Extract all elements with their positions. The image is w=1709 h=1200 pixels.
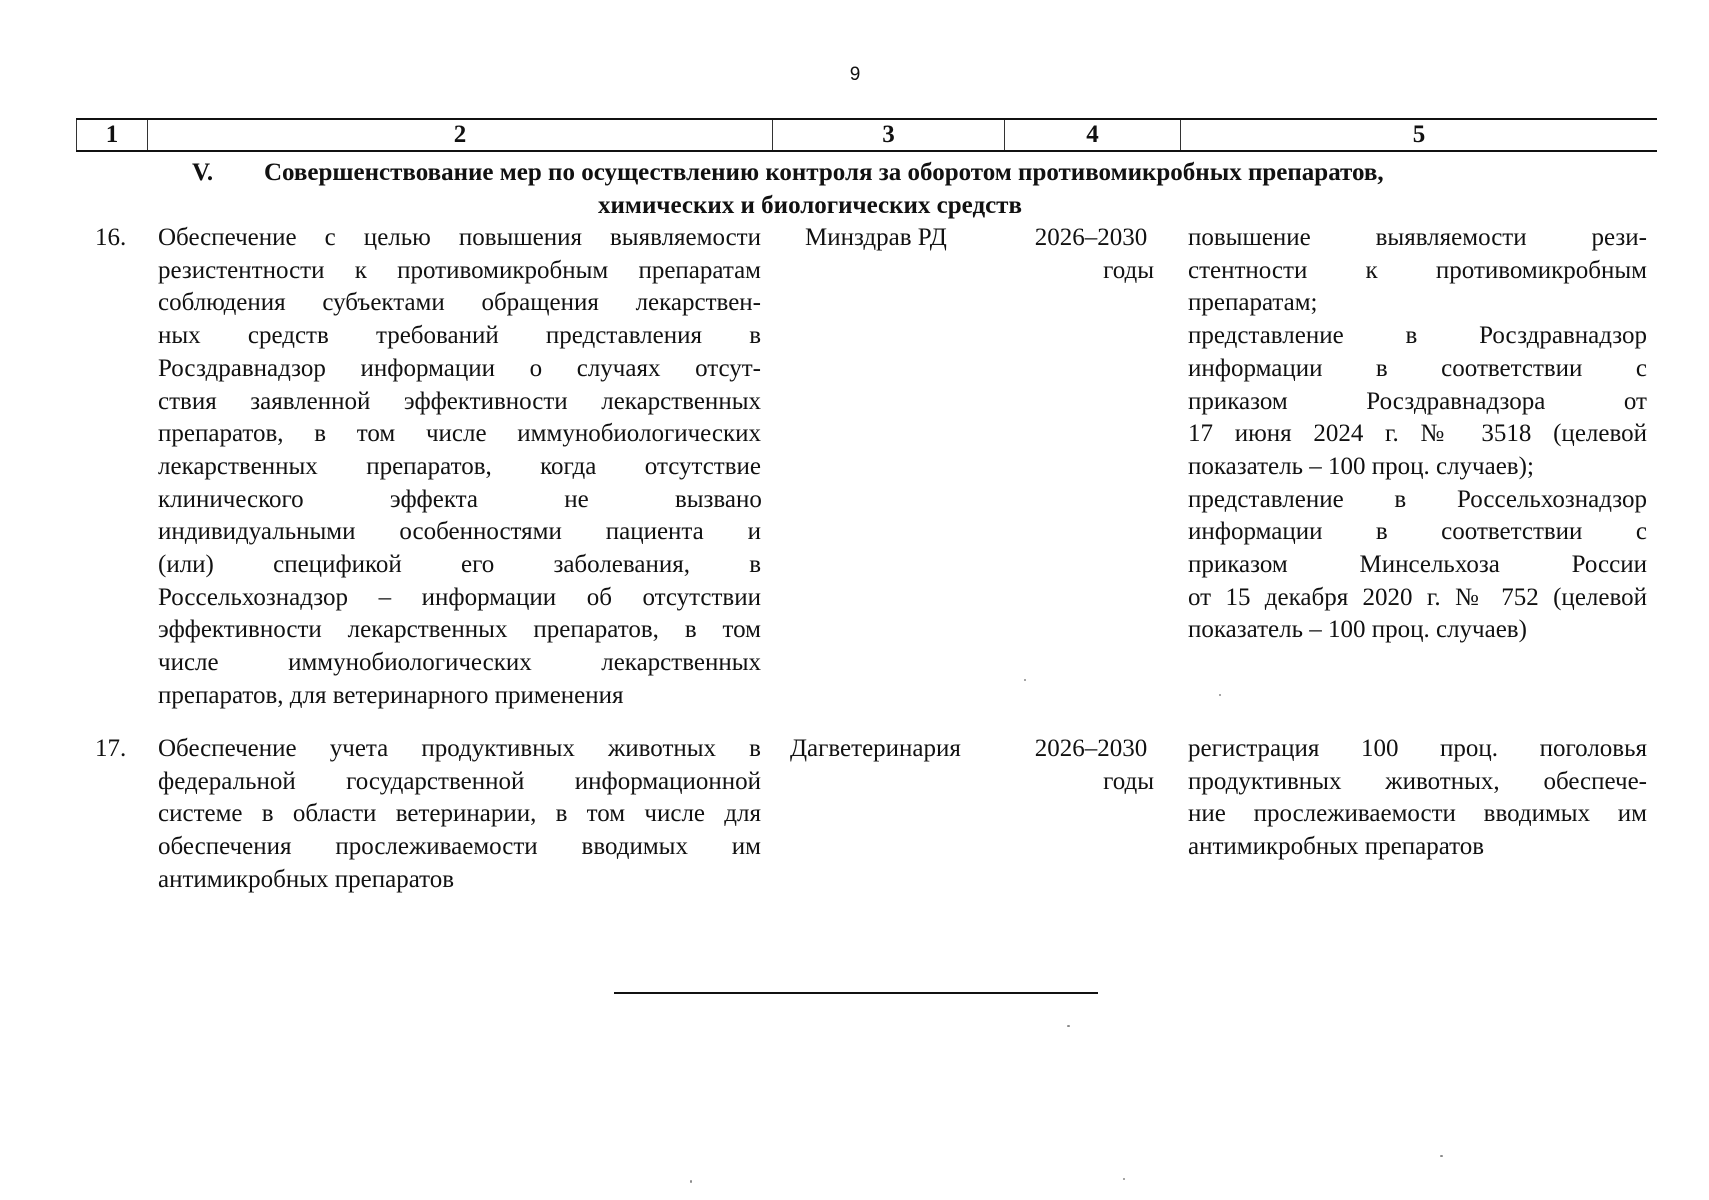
text-line: ствия заявленной эффективности лекарственных: [158, 387, 761, 415]
text-line: показатель – 100 проц. случаев): [1188, 616, 1527, 644]
text-line: препаратов, в том числе иммунобиологических: [158, 420, 761, 448]
section-number: V.: [192, 159, 214, 186]
text-line: продуктивных животных, обеспече-: [1188, 767, 1647, 795]
scan-speck: [690, 1180, 692, 1183]
column-header-4: 4: [1005, 120, 1181, 150]
text-line: соблюдения субъектами обращения лекарствен-: [158, 289, 761, 317]
scan-speck: [1219, 694, 1221, 696]
text-line: Россельхознадзор – информации об отсутствии: [158, 583, 761, 611]
text-line: числе иммунобиологических лекарственных: [158, 649, 761, 677]
section-title-line-2: химических и биологических средств: [598, 192, 1022, 219]
text-line: (или) спецификой его заболевания, в: [158, 551, 761, 579]
implementation-period: [1016, 222, 1166, 287]
table-header-row: [76, 118, 1657, 152]
expected-result: [1188, 733, 1647, 864]
text-line: информации в соответствии с: [1188, 354, 1647, 382]
text-line: обеспечения прослеживаемости вводимых им: [158, 833, 761, 861]
section-title-line-1: Совершенствование мер по осуществлению контроля за оборотом противомикробных препаратов,: [264, 159, 1384, 186]
text-line: представление в Россельхознадзор: [1188, 485, 1647, 513]
text-line: системе в области ветеринарии, в том числе для: [158, 800, 761, 828]
scan-speck: [1067, 1025, 1070, 1027]
text-line: информации в соответствии с: [1188, 518, 1647, 546]
text-line: Обеспечение учета продуктивных животных в: [158, 735, 761, 762]
text-line: препаратам;: [1188, 289, 1318, 317]
responsible-executor: Дагветеринария: [790, 735, 961, 762]
text-line: антимикробных препаратов: [158, 865, 455, 893]
text-line: 17 июня 2024 г. № 3518 (целевой: [1188, 420, 1647, 448]
text-line: индивидуальными особенностями пациента и: [158, 518, 761, 546]
column-header-1: 1: [76, 120, 148, 150]
scan-speck: [1440, 1155, 1443, 1157]
responsible-executor: Минздрав РД: [805, 224, 947, 251]
column-header-2: 2: [148, 120, 773, 150]
measure-text: [158, 733, 761, 897]
scan-speck: [1123, 1178, 1125, 1180]
row-number: 17.: [95, 735, 127, 762]
text-line: повышение выявляемости рези-: [1188, 224, 1647, 251]
text-line: лекарственных препаратов, когда отсутствие: [158, 452, 761, 480]
expected-result: [1188, 222, 1647, 647]
measure-text: [158, 222, 761, 713]
implementation-period: [1016, 733, 1166, 798]
text-line: ных средств требований представления в: [158, 322, 761, 350]
text-line: стентности к противомикробным: [1188, 256, 1647, 284]
text-line: приказом Минсельхоза России: [1188, 551, 1647, 579]
text-line: эффективности лекарственных препаратов, в том: [158, 616, 761, 644]
text-line: Обеспечение с целью повышения выявляемости: [158, 224, 761, 251]
page-number: 9: [849, 64, 861, 85]
text-line: регистрация 100 проц. поголовья: [1188, 735, 1647, 762]
text-line: федеральной государственной информационной: [158, 767, 761, 795]
column-header-3: 3: [773, 120, 1005, 150]
period-unit: годы: [1103, 767, 1154, 795]
period-unit: годы: [1103, 256, 1154, 284]
column-header-5: 5: [1412, 121, 1426, 148]
text-line: препаратов, для ветеринарного применения: [158, 681, 624, 709]
text-line: представление в Росздравнадзор: [1188, 322, 1647, 350]
period-years: 2026–2030: [1034, 224, 1148, 251]
text-line: от 15 декабря 2020 г. № 752 (целевой: [1188, 583, 1647, 611]
text-line: клинического эффекта не вызвано: [158, 485, 762, 513]
text-line: ние прослеживаемости вводимых им: [1188, 800, 1647, 828]
text-line: приказом Росздравнадзора от: [1188, 387, 1647, 415]
closing-rule: [614, 992, 1098, 994]
text-line: показатель – 100 проц. случаев);: [1188, 452, 1534, 480]
row-number: 16.: [95, 224, 127, 251]
text-line: Росздравнадзор информации о случаях отсут-: [158, 354, 761, 382]
period-years: 2026–2030: [1034, 735, 1148, 762]
scan-speck: [1024, 679, 1026, 681]
text-line: антимикробных препаратов: [1188, 833, 1485, 861]
text-line: резистентности к противомикробным препаратам: [158, 256, 761, 284]
